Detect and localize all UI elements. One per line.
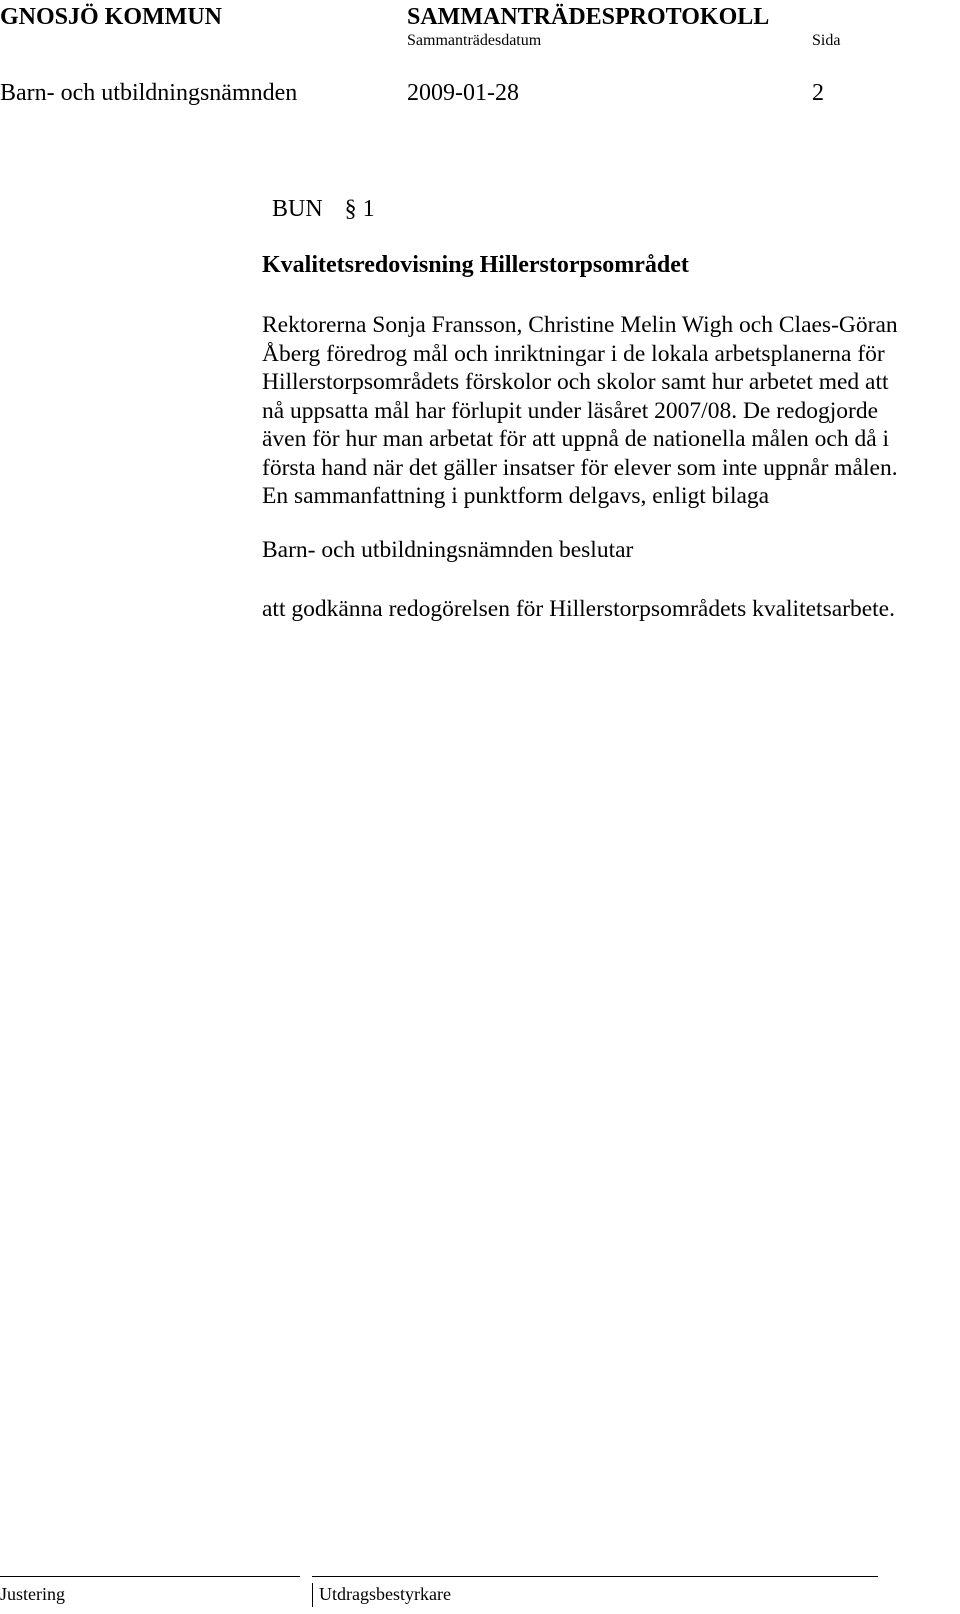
meeting-date: 2009-01-28 — [407, 80, 519, 106]
footer-separator — [312, 1583, 313, 1607]
body-line: En sammanfattning i punktform delgavs, enligt bilaga — [262, 483, 770, 509]
committee-name: Barn- och utbildningsnämnden — [0, 80, 298, 106]
body-line: Hillerstorpsområdets förskolor och skolor samt hur arbetet med att — [262, 369, 889, 395]
body-line: nå uppsatta mål har förlupit under läsåret 2007/08. De redogjorde — [262, 397, 879, 424]
section-paragraph-number: 1 — [362, 196, 375, 222]
footer-justering-label: Justering — [0, 1584, 65, 1604]
document-type: SAMMANTRÄDESPROTOKOLL — [407, 4, 770, 30]
paragraph-sign: § — [344, 196, 357, 222]
footer-rule-right — [312, 1576, 878, 1577]
body-line: Åberg föredrog mål och inriktningar i de lokala arbetsplanerna för — [262, 340, 885, 367]
section-id: BUN — [272, 196, 323, 222]
organization-name: GNOSJÖ KOMMUN — [0, 4, 222, 30]
decision-text: att godkänna redogörelsen för Hillerstorpsområdets kvalitetsarbete. — [262, 596, 895, 622]
meeting-date-label: Sammanträdesdatum — [407, 32, 542, 49]
page-number: 2 — [812, 80, 824, 106]
footer-utdragsbestyrkare-label: Utdragsbestyrkare — [319, 1584, 451, 1604]
body-line: även för hur man arbetat för att uppnå de nationella målen och då i — [262, 426, 890, 452]
section-title: Kvalitetsredovisning Hillerstorpsområdet — [262, 252, 689, 278]
page-label: Sida — [812, 32, 841, 49]
decision-intro: Barn- och utbildningsnämnden beslutar — [262, 537, 634, 563]
section-number — [272, 196, 375, 223]
body-paragraph — [262, 311, 952, 511]
body-line: första hand när det gäller insatser för elever som inte uppnår målen. — [262, 454, 898, 481]
body-line: Rektorerna Sonja Fransson, Christine Melin Wigh och Claes-Göran — [262, 312, 898, 338]
footer-rule-left — [0, 1576, 300, 1577]
